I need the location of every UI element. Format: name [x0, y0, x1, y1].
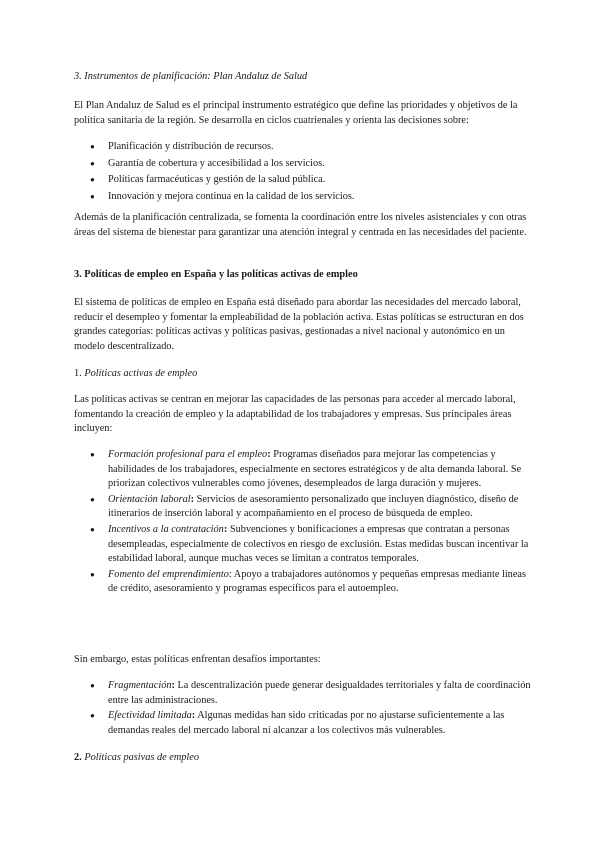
bullet-icon: ● — [90, 494, 95, 504]
list-term: Efectividad limitada — [108, 710, 192, 722]
subsection-title: Políticas pasivas de empleo — [84, 752, 199, 763]
list-term: Formación profesional para el empleo — [108, 449, 268, 460]
list-item: ● Incentivos a la contratación: Subvenciones y bonificaciones a empresas que contratan a personas desempleadas, especialmente de colectivos en riesgo de exclusión. Estas medidas buscan incentivar la estabilidad laboral, aunque muchas veces se limitan a contratos temporales. — [90, 523, 529, 565]
list-item: ● Políticas farmacéuticas y gestión de la salud pública. — [74, 173, 536, 188]
subsection-heading-activas — [74, 367, 536, 382]
paragraph-challenges-intro: Sin embargo, estas políticas enfrentan desafíos importantes: — [74, 654, 321, 665]
list-item: ● Orientación laboral: Servicios de asesoramiento personalizado que incluyen diagnóstico, diseño de itinerarios de inserción laboral y acompañamiento en el proceso de búsqueda de empleo. — [90, 493, 519, 520]
bullet-icon: ● — [90, 681, 95, 690]
paragraph-plan-closing: Además de la planificación centralizada, se fomenta la coordinación entre los niveles asistenciales y con otras áreas del sistema de bienestar para garantizar una atención integral y centrada en las necesidades del paciente. — [74, 212, 527, 238]
bullet-icon: ● — [90, 711, 95, 721]
bullet-list-plan — [74, 140, 536, 204]
bullet-icon: ● — [90, 450, 95, 459]
list-item: ● Formación profesional para el empleo: Programas diseñados para mejorar las competencias y habilidades de los trabajadores, especialmente en sectores estratégicos y de alta demanda laboral. Se priorizan colectivos vulnerables como jóvenes, desempleados de larga duración y mujeres. — [90, 449, 522, 490]
list-item: ● Planificación y distribución de recursos. — [74, 140, 536, 155]
list-item: ● Garantía de cobertura y accesibilidad a los servicios. — [74, 157, 536, 172]
subsection-title: Políticas activas de empleo — [84, 368, 198, 379]
section-heading-empleo: 3. Políticas de empleo en España y las políticas activas de empleo — [74, 269, 358, 280]
paragraph-plan-intro: El Plan Andaluz de Salud es el principal instrumento estratégico que define las prioridades y objetivos de la política sanitaria de la región. Se desarrolla en ciclos cuatrienales y orienta las decisiones sobre: — [74, 100, 518, 126]
list-item: ● Fragmentación: La descentralización puede generar desigualdades territoriales y falta de coordinación entre las administraciones. — [90, 680, 531, 706]
list-term: Fragmentación — [108, 680, 172, 691]
paragraph-empleo-intro: El sistema de políticas de empleo en España está diseñado para abordar las necesidades del mercado laboral, reducir el desempleo y fomentar la empleabilidad de la población activa. Estas políticas se estructuran en dos grandes categorías: políticas activas y políticas pasivas, gestionadas a nivel nacional y autonómico en un modelo descentralizado. — [74, 297, 524, 352]
subsection-number: 2. — [74, 752, 82, 763]
list-term: Fomento del emprendimiento — [108, 568, 229, 580]
subsection-heading-pasivas — [74, 751, 536, 766]
bullet-icon: ● — [90, 569, 95, 579]
bullet-icon: ● — [90, 175, 95, 185]
paragraph-activas-intro: Las políticas activas se centran en mejorar las capacidades de las personas para acceder al mercado laboral, fomentando la creación de empleo y la adaptabilidad de los trabajadores y empresas. Sus principales áreas incluyen: — [74, 394, 516, 435]
list-item: ● Innovación y mejora continua en la calidad de los servicios. — [74, 190, 536, 205]
bullet-icon: ● — [90, 524, 95, 534]
bullet-icon: ● — [90, 142, 95, 151]
list-term: Incentivos a la contratación — [108, 523, 224, 535]
list-item: ● Efectividad limitada: Algunas medidas han sido criticadas por no ajustarse suficientemente a las demandas reales del mercado laboral ni alcanzar a los colectivos más vulnerables. — [90, 710, 505, 736]
subsection-number: 1. — [74, 368, 82, 379]
bullet-icon: ● — [90, 191, 95, 201]
bullet-list-challenges — [74, 679, 536, 738]
section-heading-plan-andaluz: 3. Instrumentos de planificación: Plan Andaluz de Salud — [74, 71, 308, 82]
bullet-list-activas — [74, 448, 536, 597]
bullet-icon: ● — [90, 158, 95, 168]
list-term: Orientación laboral — [108, 493, 191, 505]
list-item: ● Fomento del emprendimiento: Apoyo a trabajadores autónomos y pequeñas empresas mediante líneas de crédito, asesoramiento y programas específicos para el autoempleo. — [90, 568, 526, 595]
